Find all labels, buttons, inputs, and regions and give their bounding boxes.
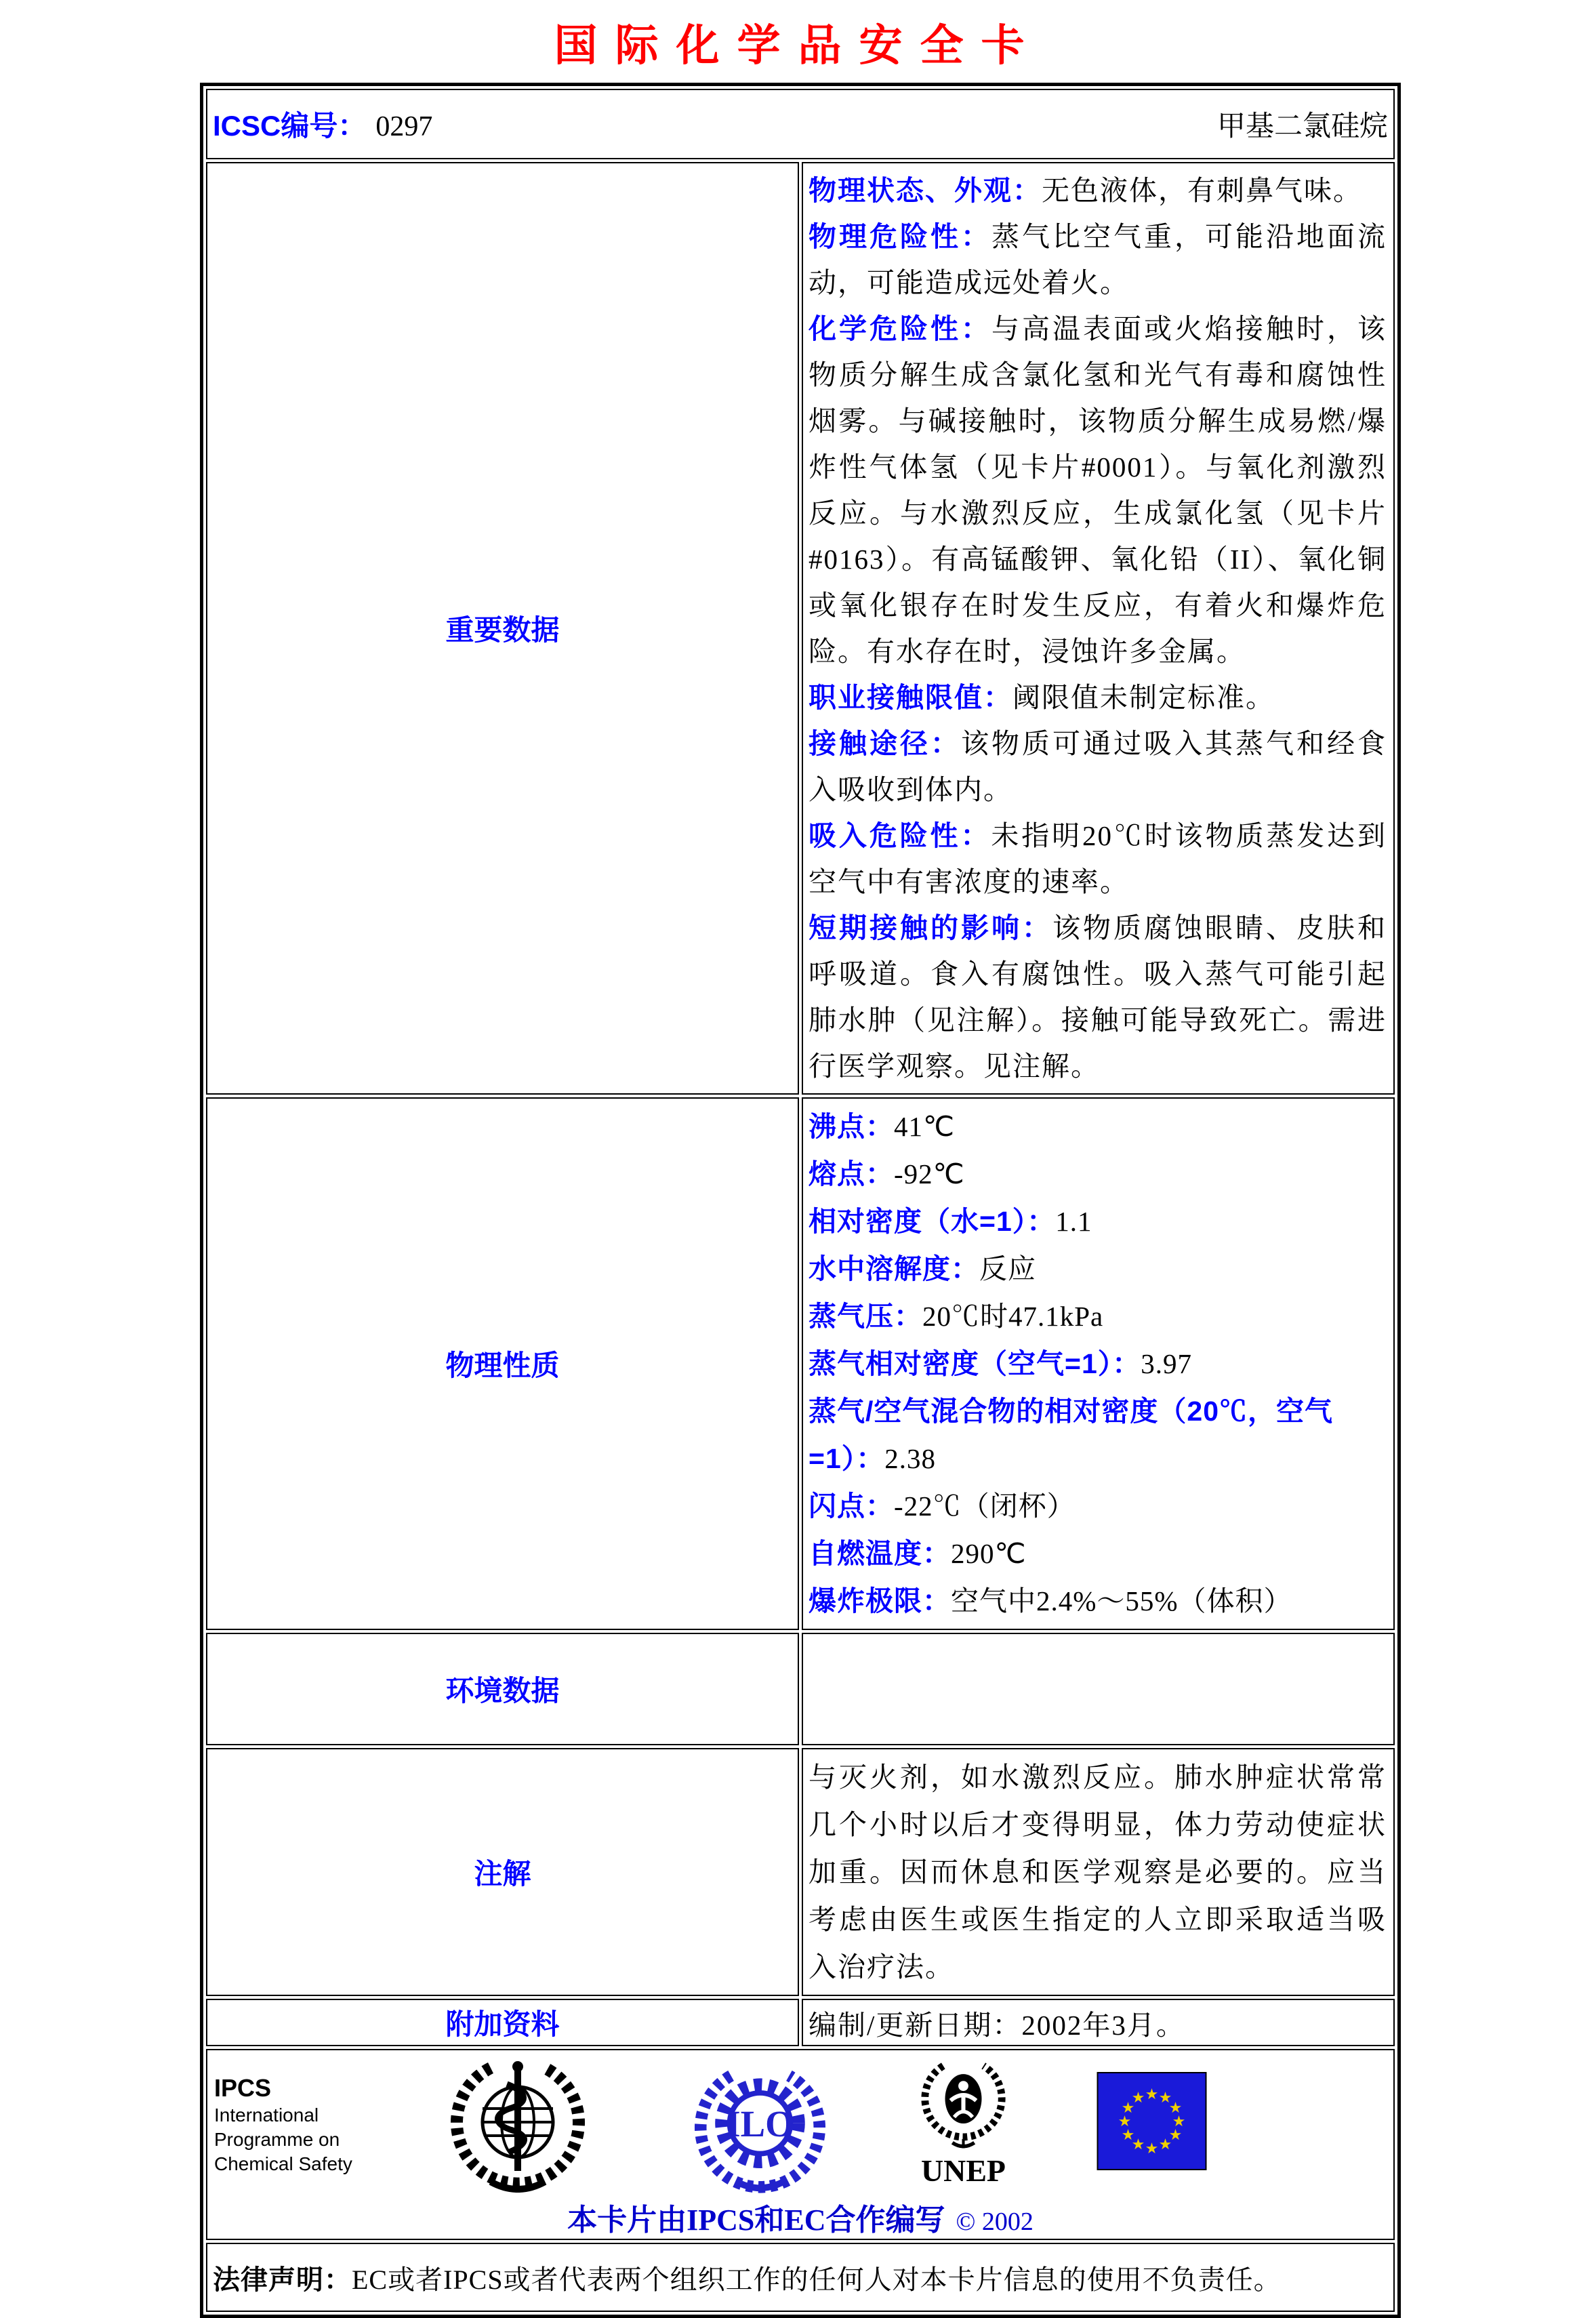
ipcs-title: IPCS [214, 2074, 272, 2102]
logos-cell [206, 2049, 1395, 2240]
notes-row [206, 1748, 1395, 1996]
section-label-additional-info: 附加资料 [445, 2008, 560, 2040]
important-data-item [809, 306, 1387, 674]
ilo-logo-icon [694, 2062, 826, 2195]
field-text: 蒸气比空气重，可能沿地面流动，可能造成远处着火。 [809, 221, 1387, 298]
svg-text:ILO: ILO [726, 2103, 794, 2145]
important-data-item [809, 720, 1387, 813]
environmental-data-label-cell [206, 1633, 799, 1745]
important-data-content-cell [802, 162, 1395, 1095]
physical-property [809, 1387, 1387, 1482]
property-label: 沸点： [809, 1111, 894, 1142]
credit-copyright: © 2002 [956, 2208, 1034, 2236]
ipcs-text-block [214, 2073, 352, 2176]
field-text: 未指明20℃时该物质蒸发达到空气中有害浓度的速率。 [809, 820, 1387, 897]
credit-line [207, 2195, 1393, 2239]
svg-text:★: ★ [1158, 2136, 1172, 2153]
field-label: 物理危险性： [809, 221, 991, 252]
section-label-notes: 注解 [474, 1858, 531, 1890]
legal-row [206, 2243, 1395, 2312]
property-label: 自燃温度： [809, 1538, 951, 1569]
ipcs-line: International [214, 2104, 319, 2126]
safety-card-table [200, 83, 1401, 2318]
additional-info-text: 编制/更新日期：2002年3月。 [809, 2009, 1185, 2041]
icsc-number-value: 0297 [375, 111, 433, 142]
physical-properties-label-cell [206, 1097, 799, 1630]
chemical-name: 甲基二氯硅烷 [1216, 111, 1388, 142]
important-data-item [809, 905, 1387, 1089]
property-value: 空气中2.4%～55%（体积） [951, 1585, 1292, 1616]
unep-logo-icon [918, 2058, 1009, 2189]
physical-property [809, 1530, 1387, 1577]
ipcs-line: Programme on [214, 2129, 340, 2150]
field-text: 阈限值未制定标准。 [1012, 682, 1275, 713]
important-data-row [206, 162, 1395, 1095]
ipcs-line: Chemical Safety [214, 2153, 352, 2174]
svg-text:★: ★ [1118, 2113, 1132, 2130]
property-value: 2.38 [884, 1443, 936, 1474]
legal-label: 法律声明： [213, 2264, 352, 2295]
unep-caption: UNEP [921, 2153, 1006, 2189]
property-label: 闪点： [809, 1490, 894, 1522]
property-label: 熔点： [809, 1158, 894, 1190]
eu-flag-icon [1096, 2072, 1208, 2170]
property-label: 爆炸极限： [809, 1585, 951, 1616]
svg-text:★: ★ [1168, 2099, 1183, 2116]
environmental-data-content-cell [802, 1633, 1395, 1745]
svg-text:★: ★ [1158, 2089, 1172, 2106]
physical-property [809, 1340, 1387, 1387]
svg-text:★: ★ [1121, 2099, 1135, 2116]
environmental-data-row [206, 1633, 1395, 1745]
property-value: 41℃ [894, 1111, 956, 1142]
section-label-physical-properties: 物理性质 [445, 1349, 560, 1381]
field-label: 化学危险性： [809, 313, 991, 344]
legal-cell [206, 2243, 1395, 2312]
physical-property [809, 1245, 1387, 1293]
field-label: 职业接触限值： [809, 682, 1012, 713]
physical-property [809, 1293, 1387, 1340]
physical-property [809, 1577, 1387, 1625]
icsc-number-label: ICSC编号： [213, 110, 367, 142]
property-label: 蒸气/空气混合物的相对密度（20℃，空气=1）： [809, 1396, 1333, 1474]
notes-label-cell [206, 1748, 799, 1996]
field-text: 无色液体，有刺鼻气味。 [1042, 175, 1362, 206]
important-data-item [809, 813, 1387, 905]
header-row [206, 89, 1395, 159]
property-label: 蒸气相对密度（空气=1）： [809, 1348, 1141, 1379]
physical-properties-content-cell [802, 1097, 1395, 1630]
field-label: 短期接触的影响： [809, 912, 1052, 943]
section-label-important-data: 重要数据 [445, 614, 560, 646]
svg-text:★: ★ [1168, 2126, 1183, 2143]
physical-property [809, 1150, 1387, 1198]
svg-text:★: ★ [1121, 2126, 1135, 2143]
important-data-item [809, 167, 1387, 214]
header-cell [206, 89, 1395, 159]
field-text: 与高温表面或火焰接触时，该物质分解生成含氯化氢和光气有毒和腐蚀性烟雾。与碱接触时，该物质分解生成易燃/爆炸性气体氢（见卡片#0001）。与氧化剂激烈反应。与水激烈反应，生成氯化氢（见卡片#0163）。有高锰酸钾、氧化铅（II）、氧化铜或氧化银存在时发生反应，有着火和爆炸危险。有水存在时，浸蚀许多金属。 [809, 313, 1387, 667]
field-text: 该物质腐蚀眼睛、皮肤和呼吸道。食入有腐蚀性。吸入蒸气可能引起肺水肿（见注解）。接触可能导致死亡。需进行医学观察。见注解。 [809, 912, 1387, 1082]
property-label: 水中溶解度： [809, 1253, 979, 1284]
notes-content-cell [802, 1748, 1395, 1996]
field-label: 物理状态、外观： [809, 175, 1042, 206]
additional-info-content-cell [802, 1999, 1395, 2046]
credit-text: 本卡片由IPCS和EC合作编写 [567, 2203, 945, 2237]
property-label: 相对密度（水=1）： [809, 1206, 1056, 1237]
svg-text:★: ★ [1145, 2086, 1159, 2102]
field-label: 接触途径： [809, 728, 961, 759]
svg-text:★: ★ [1172, 2113, 1186, 2130]
property-value: -92℃ [894, 1158, 965, 1190]
icsc-number-group [213, 104, 432, 144]
field-label: 吸入危险性： [809, 820, 991, 851]
additional-info-row [206, 1999, 1395, 2046]
field-text: 该物质可通过吸入其蒸气和经食入吸收到体内。 [809, 728, 1387, 805]
important-data-item [809, 214, 1387, 306]
svg-text:★: ★ [1145, 2140, 1159, 2157]
svg-text:★: ★ [1131, 2136, 1145, 2153]
property-value: 1.1 [1055, 1206, 1092, 1237]
logos-row [206, 2049, 1395, 2240]
logos-area [207, 2050, 1393, 2194]
physical-property [809, 1482, 1387, 1530]
important-data-item [809, 674, 1387, 720]
svg-text:★: ★ [1131, 2089, 1145, 2106]
who-logo-icon [450, 2057, 586, 2193]
important-data-label-cell [206, 162, 799, 1095]
page-title: 国际化学品安全卡 [554, 21, 1042, 70]
property-label: 蒸气压： [809, 1301, 922, 1332]
property-value: 反应 [979, 1253, 1036, 1284]
icsc-card-page [0, 11, 1596, 2295]
property-value: 290℃ [951, 1538, 1027, 1569]
legal-text: EC或者IPCS或者代表两个组织工作的任何人对本卡片信息的使用不负责任。 [352, 2264, 1282, 2295]
additional-info-label-cell [206, 1999, 799, 2046]
physical-property [809, 1103, 1387, 1150]
notes-text: 与灭火剂，如水激烈反应。肺水肿症状常常几个小时以后才变得明显，体力劳动使症状加重。因而休息和医学观察是必要的。应当考虑由医生或医生指定的人立即采取适当吸入治疗法。 [809, 1762, 1387, 1982]
property-value: 3.97 [1141, 1348, 1192, 1379]
section-label-environmental-data: 环境数据 [445, 1675, 560, 1707]
physical-property [809, 1198, 1387, 1245]
property-value: 20℃时47.1kPa [922, 1301, 1104, 1332]
property-value: -22℃（闭杯） [894, 1490, 1076, 1522]
physical-properties-row [206, 1097, 1395, 1630]
